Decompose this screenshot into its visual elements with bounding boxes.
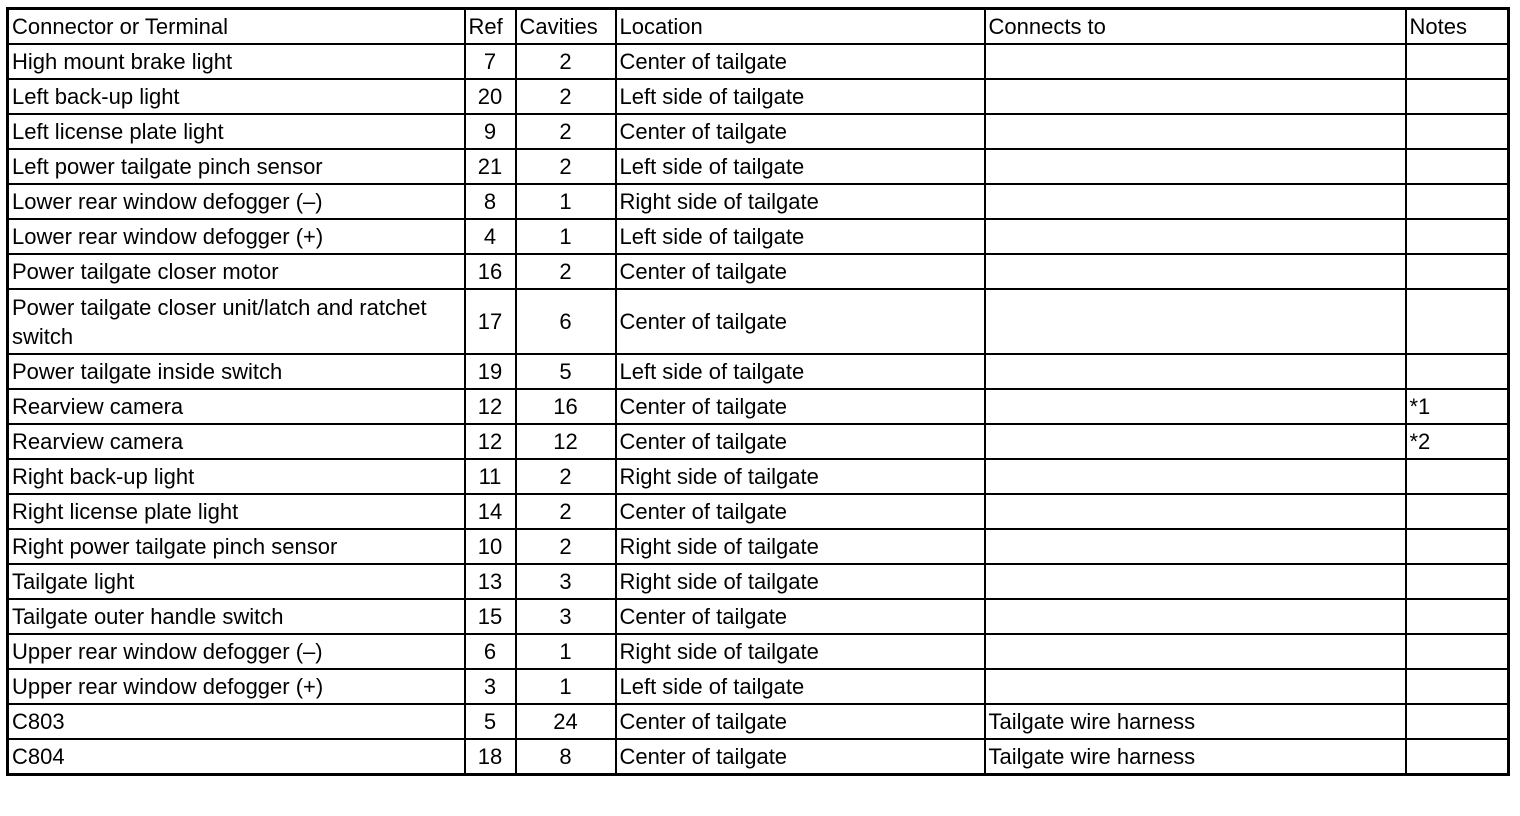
cell-ref: 4 [465,219,516,254]
table-row [8,634,1509,669]
cell-notes [1406,289,1509,354]
cell-cavities: 2 [516,494,616,529]
cell-connects-to [985,79,1406,114]
table-row [8,219,1509,254]
cell-connects-to [985,599,1406,634]
cell-location: Center of tailgate [616,424,985,459]
cell-ref: 5 [465,704,516,739]
cell-ref: 8 [465,184,516,219]
cell-connector: Tailgate light [8,564,465,599]
table-row [8,184,1509,219]
cell-location: Right side of tailgate [616,634,985,669]
cell-ref: 7 [465,44,516,79]
table-row [8,459,1509,494]
cell-notes [1406,79,1509,114]
cell-ref: 18 [465,739,516,775]
cell-location: Center of tailgate [616,704,985,739]
header-ref: Ref [465,9,516,45]
cell-connector: Power tailgate closer unit/latch and ratchet switch [8,289,465,354]
cell-location: Center of tailgate [616,494,985,529]
cell-ref: 3 [465,669,516,704]
cell-connector: Rearview camera [8,424,465,459]
table-row [8,599,1509,634]
table-row [8,44,1509,79]
cell-location: Right side of tailgate [616,529,985,564]
cell-location: Center of tailgate [616,289,985,354]
cell-connects-to [985,494,1406,529]
cell-connects-to [985,219,1406,254]
header-connects-to: Connects to [985,9,1406,45]
cell-connects-to: Tailgate wire harness [985,704,1406,739]
cell-notes [1406,529,1509,564]
cell-location: Center of tailgate [616,114,985,149]
cell-cavities: 2 [516,459,616,494]
cell-notes [1406,219,1509,254]
cell-connector: Upper rear window defogger (+) [8,669,465,704]
table-row [8,424,1509,459]
cell-connector: High mount brake light [8,44,465,79]
cell-location: Right side of tailgate [616,184,985,219]
cell-ref: 11 [465,459,516,494]
cell-location: Center of tailgate [616,44,985,79]
cell-ref: 21 [465,149,516,184]
cell-connector: C803 [8,704,465,739]
cell-connector: Tailgate outer handle switch [8,599,465,634]
table-body [8,44,1509,775]
table-row [8,529,1509,564]
cell-location: Center of tailgate [616,739,985,775]
cell-ref: 13 [465,564,516,599]
cell-connects-to [985,424,1406,459]
cell-cavities: 1 [516,669,616,704]
cell-connects-to [985,184,1406,219]
cell-notes [1406,149,1509,184]
table-row [8,149,1509,184]
table-row [8,669,1509,704]
table-row [8,79,1509,114]
cell-location: Left side of tailgate [616,79,985,114]
cell-connector: Right power tailgate pinch sensor [8,529,465,564]
cell-location: Left side of tailgate [616,669,985,704]
cell-cavities: 2 [516,149,616,184]
connector-table [6,7,1510,776]
cell-location: Left side of tailgate [616,219,985,254]
cell-connects-to [985,149,1406,184]
cell-connects-to: Tailgate wire harness [985,739,1406,775]
cell-cavities: 1 [516,219,616,254]
cell-ref: 14 [465,494,516,529]
cell-ref: 9 [465,114,516,149]
cell-ref: 12 [465,389,516,424]
cell-cavities: 24 [516,704,616,739]
cell-cavities: 2 [516,44,616,79]
cell-connects-to [985,44,1406,79]
table-row [8,254,1509,289]
table-row [8,739,1509,775]
cell-notes [1406,114,1509,149]
cell-location: Right side of tailgate [616,564,985,599]
header-notes: Notes [1406,9,1509,45]
cell-connects-to [985,669,1406,704]
table-row [8,494,1509,529]
cell-cavities: 2 [516,114,616,149]
cell-connector: Right license plate light [8,494,465,529]
cell-notes [1406,459,1509,494]
cell-notes [1406,739,1509,775]
cell-notes: *2 [1406,424,1509,459]
cell-ref: 6 [465,634,516,669]
cell-ref: 19 [465,354,516,389]
cell-location: Center of tailgate [616,254,985,289]
cell-notes [1406,704,1509,739]
header-row [8,9,1509,45]
cell-cavities: 3 [516,564,616,599]
cell-connector: Left power tailgate pinch sensor [8,149,465,184]
cell-notes [1406,599,1509,634]
cell-connects-to [985,254,1406,289]
cell-ref: 12 [465,424,516,459]
cell-cavities: 16 [516,389,616,424]
cell-ref: 17 [465,289,516,354]
cell-notes [1406,354,1509,389]
table-row [8,354,1509,389]
cell-notes: *1 [1406,389,1509,424]
cell-connector: Left license plate light [8,114,465,149]
cell-notes [1406,669,1509,704]
cell-notes [1406,564,1509,599]
cell-connects-to [985,289,1406,354]
cell-ref: 15 [465,599,516,634]
cell-connector: C804 [8,739,465,775]
header-cavities: Cavities [516,9,616,45]
cell-connector: Power tailgate inside switch [8,354,465,389]
cell-connector: Upper rear window defogger (–) [8,634,465,669]
cell-connector: Rearview camera [8,389,465,424]
cell-cavities: 12 [516,424,616,459]
cell-connector: Right back-up light [8,459,465,494]
cell-connects-to [985,459,1406,494]
cell-connects-to [985,634,1406,669]
table-row [8,564,1509,599]
cell-notes [1406,634,1509,669]
cell-cavities: 2 [516,79,616,114]
cell-connector: Left back-up light [8,79,465,114]
cell-connector: Power tailgate closer motor [8,254,465,289]
cell-notes [1406,254,1509,289]
cell-notes [1406,184,1509,219]
cell-cavities: 8 [516,739,616,775]
cell-notes [1406,494,1509,529]
cell-location: Left side of tailgate [616,149,985,184]
table-row [8,389,1509,424]
cell-location: Center of tailgate [616,389,985,424]
cell-connects-to [985,114,1406,149]
header-connector: Connector or Terminal [8,9,465,45]
cell-connects-to [985,354,1406,389]
table-row [8,114,1509,149]
cell-cavities: 1 [516,184,616,219]
cell-cavities: 3 [516,599,616,634]
cell-cavities: 6 [516,289,616,354]
cell-location: Right side of tailgate [616,459,985,494]
cell-cavities: 1 [516,634,616,669]
cell-connects-to [985,564,1406,599]
cell-ref: 20 [465,79,516,114]
table-row [8,289,1509,354]
cell-cavities: 5 [516,354,616,389]
cell-connects-to [985,389,1406,424]
cell-cavities: 2 [516,529,616,564]
header-location: Location [616,9,985,45]
cell-cavities: 2 [516,254,616,289]
cell-ref: 10 [465,529,516,564]
cell-location: Center of tailgate [616,599,985,634]
cell-ref: 16 [465,254,516,289]
table-row [8,704,1509,739]
cell-connector: Lower rear window defogger (–) [8,184,465,219]
cell-connector: Lower rear window defogger (+) [8,219,465,254]
cell-location: Left side of tailgate [616,354,985,389]
cell-notes [1406,44,1509,79]
cell-connects-to [985,529,1406,564]
